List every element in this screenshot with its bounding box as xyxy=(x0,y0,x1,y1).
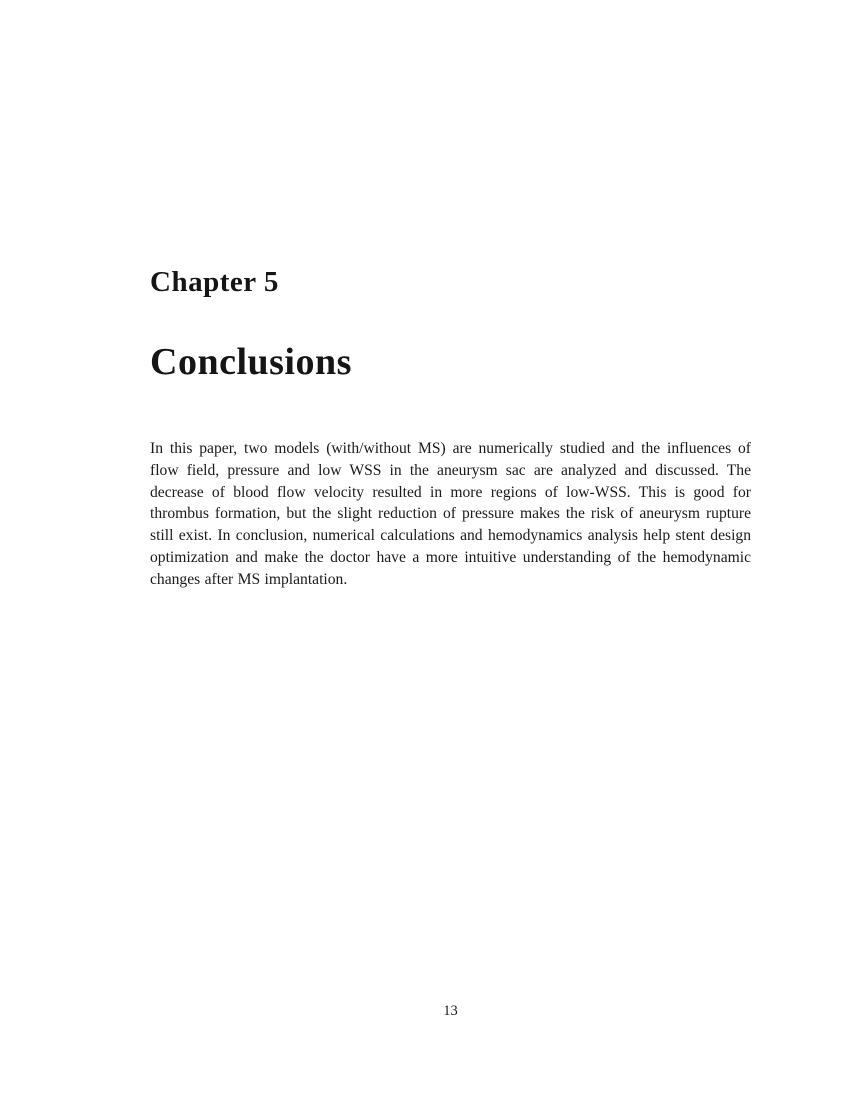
page-number: 13 xyxy=(443,1003,458,1019)
chapter-title: Conclusions xyxy=(150,341,352,383)
body-paragraph: In this paper, two models (with/without MS) are numerically studied and the influences of flow field, pressure and low WSS in the aneurysm sac are analyzed and discussed. The decrease of blood flow velocity resulted in more regions of low-WSS. This is good for thrombus formation, but the slight reduction of pressure makes the risk of aneurysm rupture still exist. In conclusion, numerical calculations and hemodynamics analysis help stent design optimization and make the doctor have a more intuitive understanding of the hemodynamic changes after MS implantation. xyxy=(150,440,751,588)
chapter-label: Chapter 5 xyxy=(150,266,279,298)
